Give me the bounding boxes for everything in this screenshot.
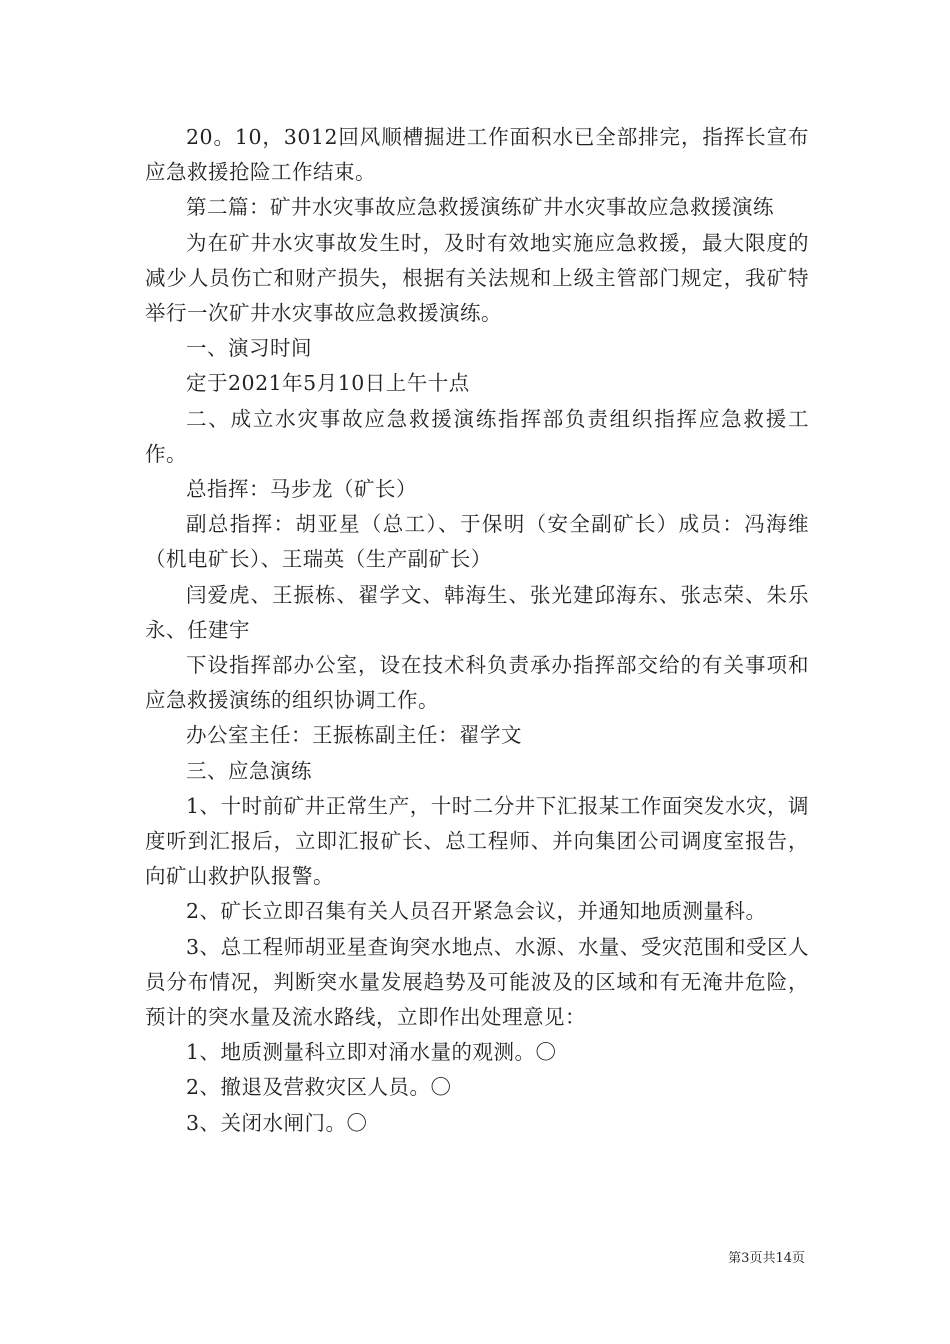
section-heading-2: 二、成立水灾事故应急救援演练指挥部负责组织指挥应急救援工作。 [145, 406, 809, 466]
sub-item-2: 2、撤退及营救灾区人员。〇 [186, 1075, 452, 1100]
paragraph-4: 定于2021年5月10日上午十点 [186, 371, 470, 396]
paragraph-1: 20。10，3012回风顺槽掘进工作面积水已全部排完，指挥长宣布应急救援抢险工作结束。 [145, 125, 809, 185]
list-item-1: 1、十时前矿井正常生产，十时二分井下汇报某工作面突发水灾，调度听到汇报后，立即汇报矿长、总工程师、并向集团公司调度室报告，向矿山救护队报警。 [145, 793, 809, 889]
page-number: 第3页共14页 [728, 1251, 805, 1266]
section-heading-1: 一、演习时间 [186, 336, 312, 361]
paragraph-8: 下设指挥部办公室，设在技术科负责承办指挥部交给的有关事项和应急救援演练的组织协调工作。 [145, 653, 809, 713]
paragraph-9: 办公室主任：王振栋副主任：翟学文 [186, 723, 522, 748]
document-body [145, 120, 809, 1141]
paragraph-5: 总指挥：马步龙（矿长） [186, 477, 417, 502]
paragraph-7: 闫爱虎、王振栋、翟学文、韩海生、张光建邱海东、张志荣、朱乐永、任建宇 [145, 582, 809, 642]
section-heading-3: 三、应急演练 [186, 758, 312, 783]
paragraph-3: 为在矿井水灾事故发生时，及时有效地实施应急救援，最大限度的减少人员伤亡和财产损失，根据有关法规和上级主管部门规定，我矿特举行一次矿井水灾事故应急救援演练。 [145, 230, 809, 326]
list-item-3: 3、总工程师胡亚星查询突水地点、水源、水量、受灾范围和受区人员分布情况，判断突水量发展趋势及可能波及的区域和有无淹井危险，预计的突水量及流水路线，立即作出处理意见： [145, 934, 809, 1030]
paragraph-6: 副总指挥：胡亚星（总工）、于保明（安全副矿长）成员：冯海维（机电矿长）、王瑞英（生产副矿长） [145, 512, 809, 572]
paragraph-2: 第二篇：矿井水灾事故应急救援演练矿井水灾事故应急救援演练 [186, 195, 774, 220]
list-item-2: 2、矿长立即召集有关人员召开紧急会议，并通知地质测量科。 [186, 899, 767, 924]
sub-item-3: 3、关闭水闸门。〇 [186, 1110, 368, 1135]
sub-item-1: 1、地质测量科立即对涌水量的观测。〇 [186, 1040, 557, 1065]
